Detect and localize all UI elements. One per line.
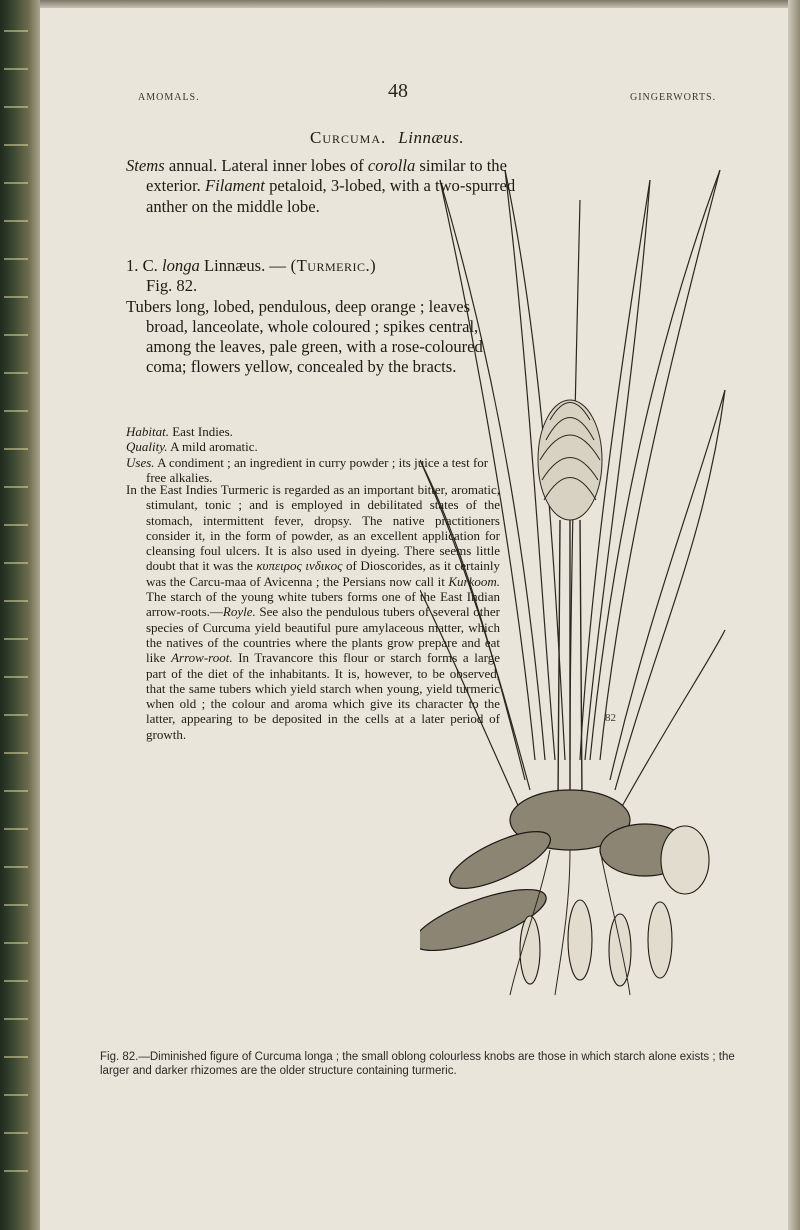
running-head-right: GINGERWORTS. bbox=[630, 92, 717, 103]
term-stems: Stems bbox=[126, 156, 165, 175]
term-corolla: corolla bbox=[367, 156, 416, 175]
uses: Uses. A condiment ; an ingredient in curry powder ; its juice a test for free alkalies. bbox=[126, 454, 489, 485]
species-entry: 1. C. longa Linnæus. — (Turmeric.) Fig. 82. Tubers long, lobed, pendulous, deep orange ; leaves broad, lanceolate, whole coloured ; spikes central, among the leaves, pale green, with a rose-coloured coma; flowers yellow, concealed by the bracts. bbox=[126, 256, 510, 378]
page-right-edge bbox=[788, 0, 800, 1230]
citation-royle: Royle. bbox=[222, 604, 256, 620]
figure-caption: Fig. 82.—Diminished figure of Curcuma longa ; the small oblong colourless knobs are those in which starch alone exists ; the larger and darker rhizomes are the older structure containing turmeric. bbox=[100, 1051, 735, 1077]
genus-heading bbox=[310, 128, 464, 148]
flower-spike bbox=[538, 400, 602, 520]
term-arrowroot: Arrow-root. bbox=[171, 650, 233, 666]
leaf-right-3 bbox=[610, 390, 725, 780]
book-binding bbox=[0, 0, 40, 1230]
species-epithet: longa bbox=[161, 256, 200, 275]
page-number: 48 bbox=[388, 80, 408, 102]
figure-label: 82 bbox=[605, 712, 616, 724]
habitat: Habitat. East Indies. bbox=[126, 424, 233, 439]
leaf-right-3b bbox=[615, 390, 725, 790]
genus-author: Linnæus. bbox=[398, 128, 465, 147]
species-common-name: (Turmeric.) bbox=[286, 256, 377, 275]
term-filament: Filament bbox=[205, 176, 265, 196]
leaf-right-1 bbox=[590, 170, 720, 760]
term-kurkoom: Kurkoom. bbox=[448, 573, 500, 589]
species-fig-ref: Fig. 82. bbox=[146, 276, 198, 296]
body-paragraph: In the East Indies Turmeric is regarded as an important bitter, aromatic, stimulant, tonic ; and is employed in debilitated states of the stomach, intermittent fever, dropsy. The native practitioners consider it, in the form of powder, as an excellent application for cleansing foul ulcers. It is also used in dyeing. There seems little doubt that it was the κυπειρος ινδικος of Dioscorides, as it certainly was the Carcu-maa of Avicenna ; the Persians now call it Kurkoom. The starch of the young white tubers forms one of the East Indian arrow-roots.—Royle. See also the pendulous tubers of several other species of Curcuma yield beautiful pure amylaceous matter, which the natives of the countries where the plants grow prepare and eat like Arrow-root. In Travancore this flour or starch forms a large part of the diet of the inhabitants. It is, however, to be observed, that the same tubers which yield starch when young, yield turmeric when old ; the colour and aroma which give its character to the latter, appearing to be deposited in the cells at a later period of growth. bbox=[126, 482, 500, 742]
running-head-left: AMOMALS. bbox=[138, 92, 200, 103]
binding-stitching bbox=[4, 30, 28, 1200]
genus-name: Curcuma. bbox=[310, 128, 387, 147]
species-number: 1. bbox=[126, 256, 139, 275]
species-properties bbox=[126, 424, 506, 485]
greek-term: κυπειρος ινδικος bbox=[256, 558, 343, 574]
genus-description: Stems annual. Lateral inner lobes of corolla similar to the exterior. Filament petaloid, 3-lobed, with a two-spurred anther on the middle lobe. bbox=[126, 156, 516, 216]
species-description: Tubers long, lobed, pendulous, deep orange ; leaves broad, lanceolate, whole coloured ; spikes central, among the leaves, pale green, with a rose-coloured coma; flowers yellow, concealed by the bracts. bbox=[126, 296, 483, 377]
quality: Quality. A mild aromatic. bbox=[126, 439, 258, 455]
